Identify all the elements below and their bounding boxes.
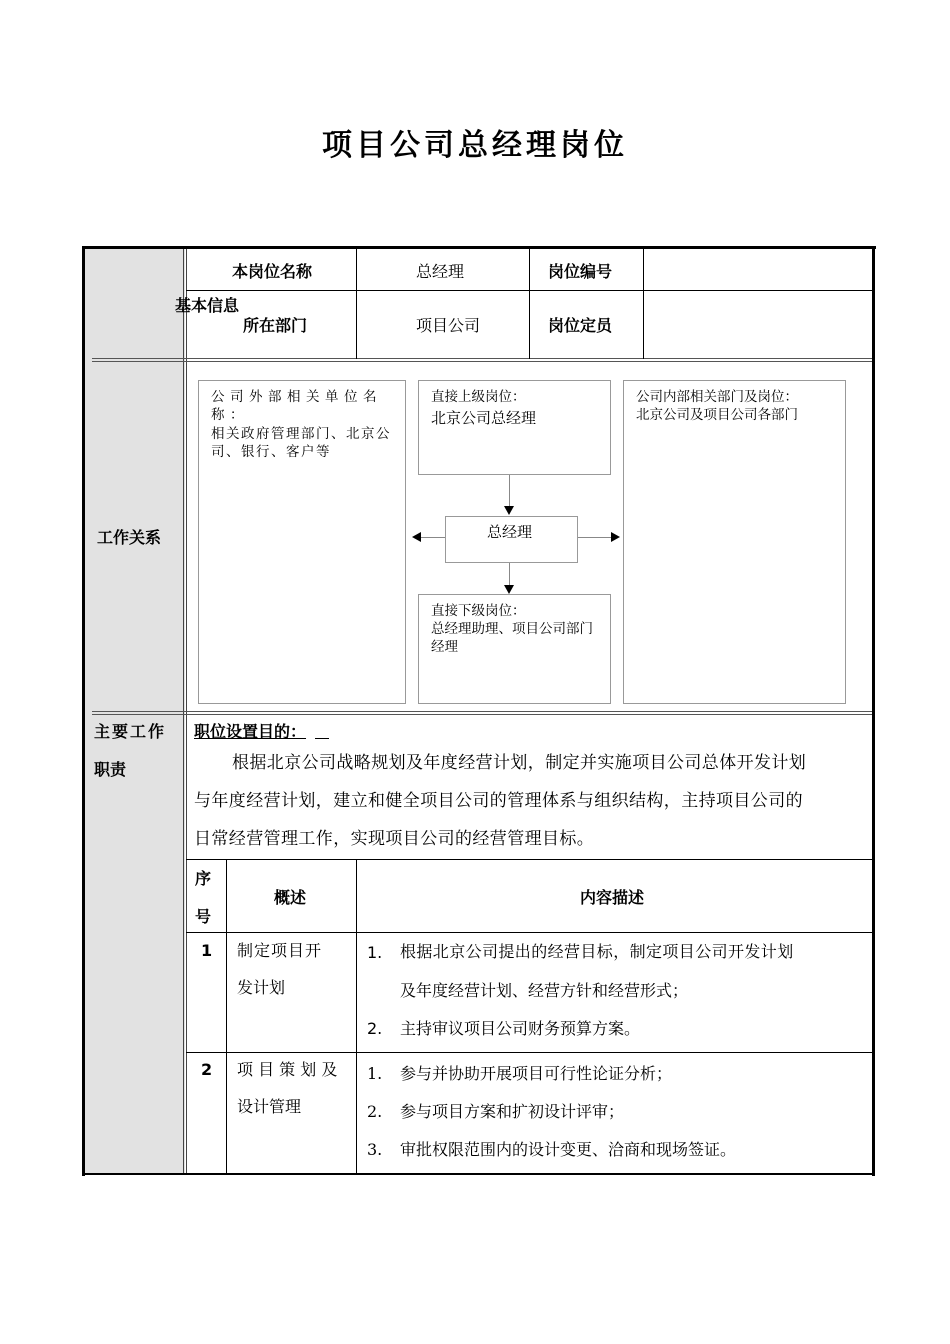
row1-seq: 1 bbox=[201, 941, 213, 960]
duties-col-divider-2 bbox=[356, 859, 357, 1175]
row2-item3-num: 3. bbox=[367, 1140, 383, 1159]
row2-item1-line1: 参与并协助开展项目可行性论证分析； bbox=[400, 1064, 673, 1083]
internal-units-heading: 公司内部相关部门及岗位： bbox=[636, 389, 798, 405]
table-right-border bbox=[872, 246, 875, 1176]
row2-summary-2: 设计管理 bbox=[237, 1097, 302, 1116]
external-units-content: 相关政府管理部门、北京公司、银行、客户等 bbox=[211, 426, 391, 460]
duties-table-top bbox=[186, 859, 872, 860]
basic-info-col-divider-3 bbox=[643, 249, 644, 359]
internal-units-content: 北京公司及项目公司各部门 bbox=[636, 407, 798, 423]
internal-units-box bbox=[623, 380, 846, 704]
basic-info-col-divider-1 bbox=[356, 249, 357, 359]
row1-item2-line1: 主持审议项目公司财务预算方案。 bbox=[400, 1019, 641, 1038]
duties-col-divider-1 bbox=[226, 859, 227, 1175]
section-divider-2 bbox=[92, 711, 872, 715]
row1-item1-line2: 及年度经营计划、经营方针和经营形式； bbox=[400, 981, 689, 1000]
position-name-value: 总经理 bbox=[416, 262, 465, 281]
arrow-down-1 bbox=[504, 506, 514, 515]
table-top-border bbox=[82, 246, 876, 249]
purpose-heading: 职位设置目的： bbox=[194, 722, 307, 741]
basic-info-label: 基本信息 bbox=[175, 296, 240, 315]
arrow-down-2 bbox=[504, 585, 514, 594]
row2-item1-num: 1. bbox=[367, 1064, 383, 1083]
duties-label-2: 职责 bbox=[94, 760, 127, 779]
arrow-right bbox=[611, 532, 620, 542]
duties-label-1: 主要工作 bbox=[94, 722, 167, 741]
seq-header-2: 号 bbox=[195, 907, 212, 926]
work-relations-label: 工作关系 bbox=[97, 528, 162, 547]
connector-up bbox=[509, 475, 510, 507]
headcount-label: 岗位定员 bbox=[548, 316, 613, 335]
row2-summary-1: 项 目 策 划 及 bbox=[237, 1060, 338, 1079]
subordinate-content: 总经理助理、项目公司部门经理 bbox=[431, 621, 593, 655]
connector-left bbox=[421, 537, 445, 538]
description-header: 内容描述 bbox=[580, 888, 645, 907]
table-left-border bbox=[82, 246, 85, 1176]
row1-summary-1: 制定项目开 bbox=[237, 941, 323, 960]
row2-seq: 2 bbox=[201, 1060, 213, 1079]
connector-down bbox=[509, 563, 510, 585]
row2-item2-num: 2. bbox=[367, 1102, 383, 1121]
row1-summary-2: 发计划 bbox=[237, 978, 286, 997]
row2-item3-line1: 审批权限范围内的设计变更、洽商和现场签证。 bbox=[400, 1140, 737, 1159]
duties-table-bottom bbox=[82, 1173, 875, 1175]
purpose-underline-tail bbox=[315, 738, 329, 739]
department-value: 项目公司 bbox=[416, 316, 481, 335]
page-title: 项目公司总经理岗位 bbox=[322, 128, 628, 163]
row1-item1-num: 1. bbox=[367, 943, 383, 962]
duties-row1-bottom bbox=[186, 1052, 872, 1053]
center-label: 总经理 bbox=[487, 523, 533, 541]
position-code-label: 岗位编号 bbox=[548, 262, 613, 281]
connector-right bbox=[578, 537, 612, 538]
purpose-line-2: 与年度经营计划，建立和健全项目公司的管理体系与组织结构，主持项目公司的 bbox=[194, 791, 803, 811]
arrow-left bbox=[412, 532, 421, 542]
section-divider-1 bbox=[92, 358, 872, 362]
duties-header-bottom bbox=[186, 932, 872, 933]
row1-item2-num: 2. bbox=[367, 1019, 383, 1038]
position-name-label: 本岗位名称 bbox=[232, 262, 313, 281]
external-units-heading: 公司外部相关单位名称： bbox=[211, 389, 382, 423]
purpose-line-1: 根据北京公司战略规划及年度经营计划，制定并实施项目公司总体开发计划 bbox=[232, 753, 807, 773]
row1-item1-line1: 根据北京公司提出的经营目标，制定项目公司开发计划 bbox=[400, 942, 794, 961]
department-label: 所在部门 bbox=[243, 316, 308, 335]
row2-item2-line1: 参与项目方案和扩初设计评审； bbox=[400, 1102, 625, 1121]
subordinate-heading: 直接下级岗位： bbox=[431, 603, 526, 619]
basic-info-col-divider-2 bbox=[529, 249, 530, 359]
superior-content: 北京公司总经理 bbox=[431, 409, 537, 427]
seq-header-1: 序 bbox=[195, 869, 212, 888]
summary-header: 概述 bbox=[274, 888, 307, 907]
superior-heading: 直接上级岗位： bbox=[431, 389, 526, 405]
purpose-line-3: 日常经营管理工作，实现项目公司的经营管理目标。 bbox=[194, 829, 595, 849]
